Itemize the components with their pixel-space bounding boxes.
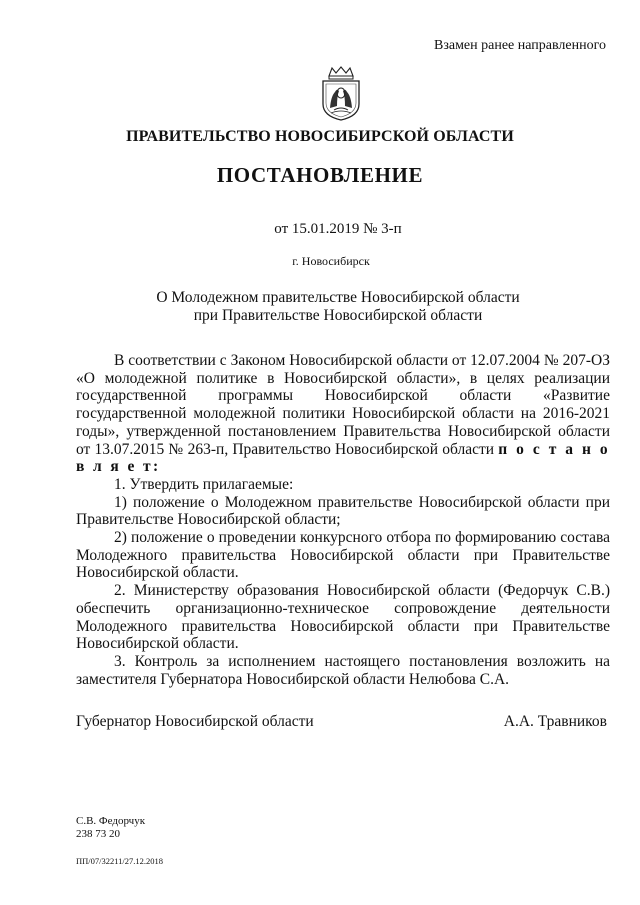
signatory-name: А.А. Травников	[503, 713, 607, 730]
city-line: г. Новосибирск	[292, 254, 370, 268]
executor-block	[76, 815, 145, 841]
subject-line-1: О Молодежном правительстве Новосибирской области	[156, 289, 520, 306]
subject-line-2: при Правительстве Новосибирской области	[193, 307, 483, 324]
item-1: 1. Утвердить прилагаемые:	[114, 475, 294, 493]
resolves-word: п о с т а н о в л я е т	[76, 440, 611, 476]
document-subject	[0, 289, 640, 325]
coat-of-arms-icon	[317, 66, 365, 122]
preamble-paragraph	[76, 352, 610, 476]
organization-title: ПРАВИТЕЛЬСТВО НОВОСИБИРСКОЙ ОБЛАСТИ	[126, 128, 514, 145]
document-body	[76, 352, 610, 688]
item-2: 2. Министерству образования Новосибирской области (Федорчук С.В.) обеспечить организационно-техническое сопровождение деятельности Молодежного правительства Новосибирской области при Правительстве Новосибирской области.	[76, 582, 610, 653]
executor-phone: 238 73 20	[76, 828, 120, 840]
document-type-title: ПОСТАНОВЛЕНИЕ	[216, 163, 424, 187]
item-3: 3. Контроль за исполнением настоящего постановления возложить на заместителя Губернатора Новосибирской области Нелюбова С.А.	[76, 652, 610, 688]
resolves-colon: :	[153, 458, 159, 476]
replacement-note: Взамен ранее направленного	[433, 38, 606, 53]
executor-name: С.В. Федорчук	[76, 815, 146, 827]
preamble-text: В соответствии с Законом Новосибирской области от 12.07.2004 № 207-ОЗ «О молодежной политике в Новосибирской области», в целях реализации государственной программы Новосибирской области «Развитие государственной молодежной политики Новосибирской области на 2016-2021 годы», утвержденной постановлением Правительства Новосибирской области от 13.07.2015 № 263-п, Правительство Новосибирской области	[76, 352, 610, 458]
document-code: ПП/07/32211/27.12.2018	[76, 856, 164, 866]
item-1-2: 2) положение о проведении конкурсного отбора по формированию состава Молодежного правительства Новосибирской области при Правительстве Новосибирской области.	[76, 529, 610, 582]
date-number-line: от 15.01.2019 № 3-п	[274, 221, 402, 237]
signatory-position: Губернатор Новосибирской области	[76, 713, 314, 730]
item-1-1: 1) положение о Молодежном правительстве Новосибирской области при Правительстве Новосибирской области;	[76, 493, 610, 529]
